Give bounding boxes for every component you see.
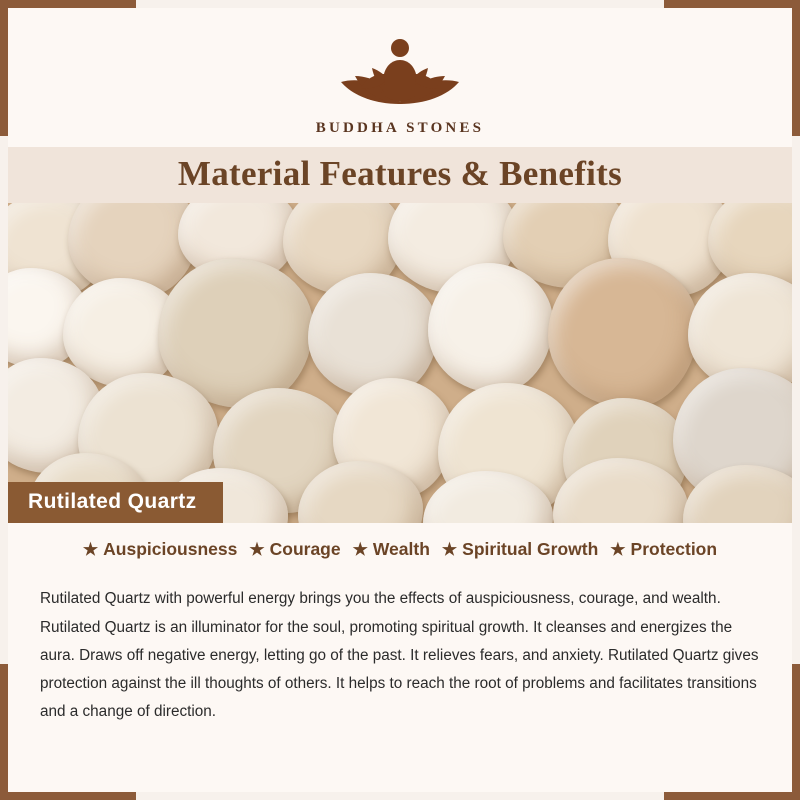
benefit-label: Spiritual Growth	[462, 539, 599, 559]
star-icon: ★	[610, 540, 626, 559]
poster-inner	[8, 8, 792, 792]
product-photo	[8, 203, 792, 523]
benefit-item	[442, 539, 598, 560]
benefit-label: Courage	[269, 539, 341, 559]
title-band	[8, 147, 792, 203]
lotus-meditation-icon	[8, 26, 792, 116]
benefit-label: Auspiciousness	[103, 539, 238, 559]
benefit-item	[83, 539, 237, 560]
bottom-spacer	[8, 742, 792, 782]
star-icon: ★	[352, 540, 368, 559]
brand-header	[8, 8, 792, 137]
benefit-item	[249, 539, 340, 560]
benefit-item	[353, 539, 430, 560]
brand-name: BUDDHA STONES	[315, 120, 485, 136]
page-title: Material Features & Benefits	[177, 154, 623, 193]
star-icon: ★	[441, 540, 458, 559]
description-text: Rutilated Quartz with powerful energy brings you the effects of auspiciousness, courage, and wealth. Rutilated Quartz is an illuminator for the soul, promoting spiritual growth. It cleanses and energizes the aura. Draws off negative energy, letting go of the past. It relieves fears, and anxiety. Rutilated Quartz gives protection against the ill thoughts of others. It helps to reach the root of problems and facilitates transitions and a change of direction.	[40, 590, 759, 721]
star-icon: ★	[82, 540, 99, 559]
photo-caption: Rutilated Quartz	[8, 482, 223, 523]
benefit-label: Protection	[630, 539, 718, 559]
star-icon: ★	[249, 540, 265, 559]
benefits-list	[8, 523, 792, 568]
benefit-label: Wealth	[372, 539, 430, 559]
benefit-item	[610, 539, 717, 560]
